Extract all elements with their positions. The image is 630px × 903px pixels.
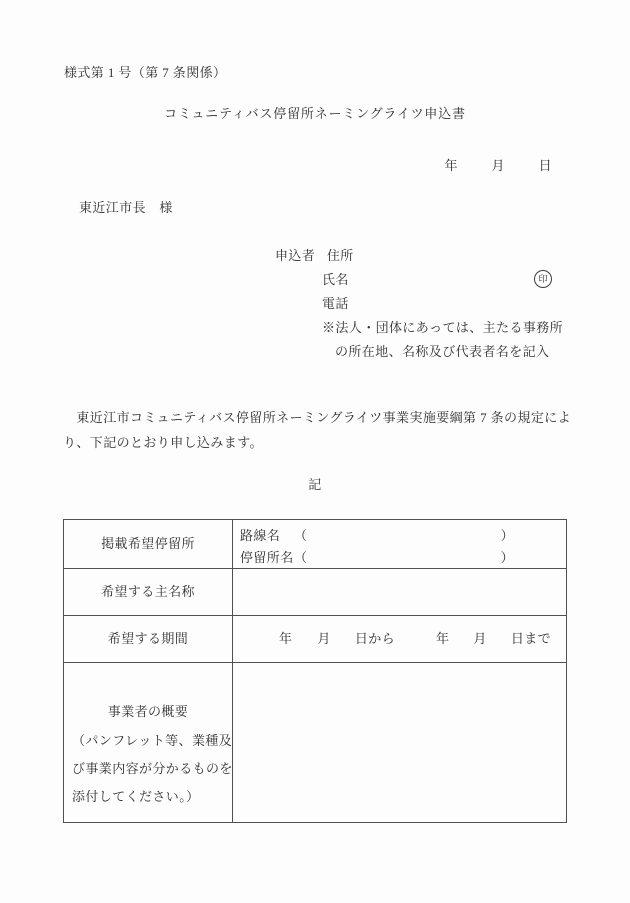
applicant-row (275, 247, 354, 265)
applicant-note-line2: の所在地、名称及び代表者名を記入 (335, 344, 550, 359)
route-name-line (240, 525, 566, 547)
row2-value-cell (232, 568, 566, 615)
record-heading: 記 (308, 477, 322, 492)
period-to-day: 日まで (510, 631, 552, 647)
stop-paren-close: ） (500, 550, 514, 566)
body-paragraph-line2: り、下記のとおり申し込みます。 (63, 435, 263, 450)
seal-icon (534, 270, 552, 288)
page-title: コミュニティバス停留所ネーミングライツ申込書 (164, 106, 466, 121)
row3-period-cell (232, 615, 566, 662)
form-number: 様式第 1 号（第 7 条関係） (64, 65, 227, 80)
business-outline-note-line2: び事業内容が分かるものを (72, 760, 233, 776)
date-year-label: 年 (444, 158, 458, 173)
stop-name-label: 停留所名 (240, 550, 294, 566)
application-table (63, 519, 567, 823)
date-month-label: 月 (491, 158, 505, 173)
row1-content-cell (232, 520, 566, 568)
date-day-label: 日 (538, 158, 552, 173)
applicant-note-line1: ※法人・団体にあっては、主たる事務所 (322, 320, 564, 335)
row3-header-desired-period: 希望する期間 (64, 615, 232, 662)
business-outline-title: 事業者の概要 (107, 704, 189, 719)
period-from-day: 日から (354, 631, 396, 647)
business-outline-note-line3: 添付してください。） (72, 788, 200, 804)
period-from-year: 年 (279, 631, 293, 647)
row2-header-desired-name: 希望する主名称 (64, 568, 232, 615)
applicant-label: 申込者 (275, 248, 316, 263)
period-to-year: 年 (436, 631, 450, 647)
addressee: 東近江市長 様 (79, 200, 173, 215)
route-name-label: 路線名 (240, 528, 281, 544)
date-line (444, 157, 552, 175)
stop-paren-open: （ (294, 550, 308, 566)
business-outline-note-line1: （パンフレット等、業種及 (72, 732, 233, 748)
phone-label: 電話 (322, 296, 349, 311)
seal-character: 印 (538, 273, 548, 284)
period-from-month: 月 (317, 631, 331, 647)
name-label: 氏名 (322, 272, 349, 287)
stop-name-line (240, 547, 566, 569)
address-label: 住所 (326, 248, 354, 263)
body-paragraph-line1: 東近江市コミュニティバス停留所ネーミングライツ事業実施要綱第 7 条の規定によ (63, 410, 572, 425)
row1-header-desired-stop: 掲載希望停留所 (101, 536, 195, 552)
row4-header-business-outline (64, 662, 232, 822)
route-paren-open: （ (294, 528, 308, 544)
row4-value-cell (232, 662, 566, 822)
route-paren-close: ） (500, 528, 514, 544)
period-to-month: 月 (473, 631, 487, 647)
